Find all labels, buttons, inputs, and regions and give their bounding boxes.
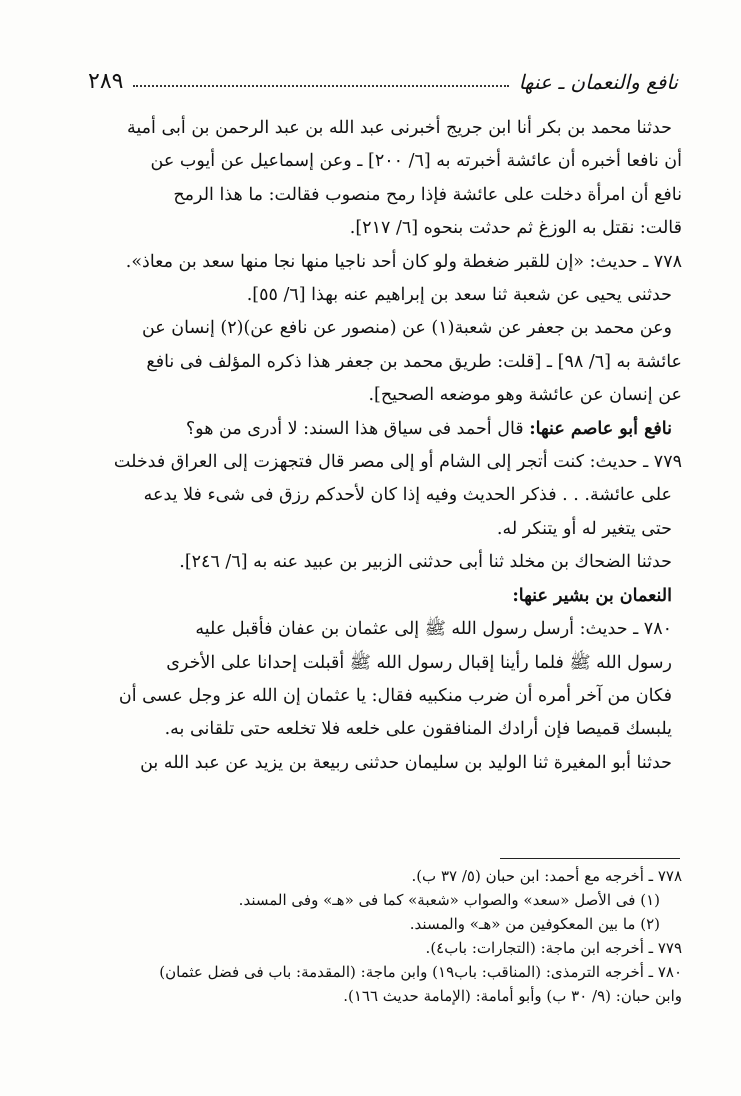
hadith-780: ٧٨٠ ـ حديث: أرسل رسول الله ﷺ إلى عثمان بن عفان فأقبل عليه [195, 619, 672, 640]
narrator-heading: النعمان بن بشير عنها: [512, 585, 672, 606]
text-line: قالت: نقتل به الوزغ ثم حدثت بنحوه [٦/ ٢١٧]. [349, 218, 682, 239]
text-line: عن إنسان عن عائشة وهو موضعه الصحيح]. [368, 385, 682, 406]
main-text [78, 112, 682, 780]
text-line: حدثنا محمد بن بكر أنا ابن جريج أخبرنى عبد الله بن عبد الرحمن بن أبى أمية [126, 118, 672, 138]
narrator-entry [78, 413, 682, 446]
narrator-note: قال أحمد فى سياق هذا السند: لا أدرى من هو؟ [185, 418, 530, 439]
text-line: على عائشة. . . فذكر الحديث وفيه إذا كان لأحدكم رزق فى شىء فلا يدعه [143, 485, 672, 506]
text-line: حدثنى يحيى عن شعبة ثنا سعد بن إبراهيم عنه بهذا [٦/ ٥٥]. [246, 285, 672, 306]
footnote-separator [500, 858, 680, 859]
footnotes [78, 864, 682, 1008]
text-line: عائشة به [٦/ ٩٨] ـ [قلت: طريق محمد بن جعفر هذا ذكره المؤلف فى نافع [146, 351, 682, 372]
hadith-778: ٧٧٨ ـ حديث: «إن للقبر ضغطة ولو كان أحد ناجيا منها نجا منها سعد بن معاذ». [125, 251, 682, 272]
hadith-779: ٧٧٩ ـ حديث: كنت أتجر إلى الشام أو إلى مصر قال فتجهزت إلى العراق فدخلت [113, 452, 682, 473]
header-dotted-leader [133, 85, 508, 87]
text-line: فكان من آخر أمره أن ضرب منكبيه فقال: يا عثمان إن الله عز وجل عسى أن [118, 685, 672, 706]
footnote: ٧٨٠ ـ أخرجه الترمذى: (المناقب: باب١٩) وابن ماجة: (المقدمة: باب فى فضل عثمان) [159, 963, 682, 981]
narrator-heading: نافع أبو عاصم عنها: [529, 418, 672, 439]
text-line: يلبسك قميصا فإن أرادك المنافقون على خلعه فلا تخلعه حتى تلقانى به. [164, 719, 672, 740]
text-line: حدثنا أبو المغيرة ثنا الوليد بن سليمان حدثنى ربيعة بن يزيد عن عبد الله بن [140, 752, 672, 773]
text-line: حدثنا الضحاك بن مخلد ثنا أبى حدثنى الزبير بن عبيد عنه به [٦/ ٢٤٦]. [179, 552, 672, 573]
text-line: رسول الله ﷺ فلما رأينا إقبال رسول الله ﷺ أقبلت إحدانا على الأخرى [166, 652, 672, 673]
footnote: وابن حبان: (٩/ ٣٠ ب) وأبو أمامة: (الإمامة حديث ١٦٦). [343, 987, 682, 1005]
footnote: ٧٧٩ ـ أخرجه ابن ماجة: (التجارات: باب٤). [425, 939, 682, 957]
footnote: (١) فى الأصل «سعد» والصواب «شعبة» كما فى «هـ» وفى المسند. [238, 891, 660, 909]
text-line: أن نافعا أخبره أن عائشة أخبرته به [٦/ ٢٠٠] ـ وعن إسماعيل عن أيوب عن [150, 151, 682, 172]
footnote: ٧٧٨ ـ أخرجه مع أحمد: ابن حبان (٥/ ٣٧ ب). [411, 867, 682, 885]
page-header [88, 58, 678, 94]
text-line: نافع أن امرأة دخلت على عائشة فإذا رمح منصوب فقالت: ما هذا الرمح [173, 184, 682, 205]
page-number: ٢٨٩ [88, 69, 124, 94]
footnote: (٢) ما بين المعكوفين من «هـ» والمسند. [409, 915, 660, 933]
running-title: نافع والنعمان ـ عنها [518, 70, 678, 94]
text-line: وعن محمد بن جعفر عن شعبة(١) عن (منصور عن نافع عن)(٢) إنسان عن [141, 318, 672, 339]
text-line: حتى يتغير له أو يتنكر له. [496, 518, 672, 539]
